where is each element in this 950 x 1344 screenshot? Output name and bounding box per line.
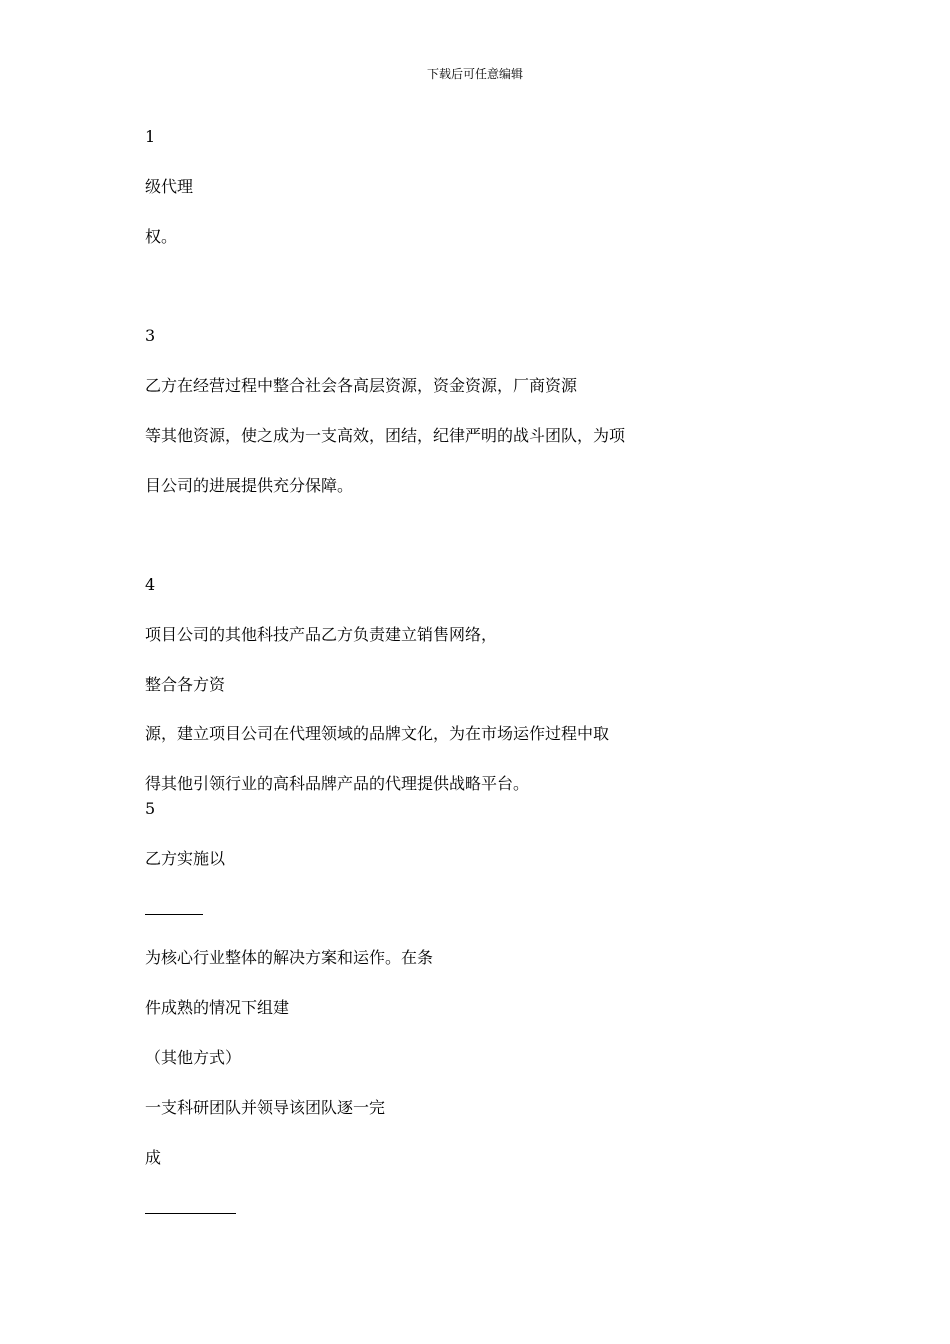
- fill-in-blank-line: [145, 1213, 236, 1214]
- text-line: 一支科研团队并领导该团队逐一完: [145, 1098, 386, 1117]
- section-number-4: 4: [145, 575, 156, 594]
- text-line: 为核心行业整体的解决方案和运作。在条: [145, 948, 434, 967]
- text-line: 乙方在经营过程中整合社会各高层资源，资金资源，厂商资源: [145, 376, 578, 395]
- text-line: 成: [145, 1148, 162, 1167]
- text-line: 权。: [145, 227, 178, 246]
- page-header-note: 下载后可任意编辑: [426, 67, 523, 81]
- text-line: 目公司的进展提供充分保障。: [145, 476, 354, 495]
- text-line: 项目公司的其他科技产品乙方负责建立销售网络，: [145, 625, 498, 644]
- text-line: 得其他引领行业的高科品牌产品的代理提供战略平台。: [145, 774, 530, 793]
- section-number-5: 5: [145, 799, 156, 818]
- section-number-1: 1: [145, 127, 156, 146]
- text-line: 乙方实施以: [145, 849, 226, 868]
- section-number-3: 3: [145, 326, 156, 345]
- text-line: 件成熟的情况下组建: [145, 998, 290, 1017]
- fill-in-blank-line: [145, 914, 203, 915]
- text-line: （其他方式）: [145, 1048, 242, 1067]
- text-line: 源，建立项目公司在代理领域的品牌文化，为在市场运作过程中取: [145, 724, 610, 743]
- text-line: 级代理: [145, 177, 194, 196]
- text-line: 整合各方资: [145, 675, 226, 694]
- text-line: 等其他资源，使之成为一支高效，团结，纪律严明的战斗团队，为项: [145, 426, 626, 445]
